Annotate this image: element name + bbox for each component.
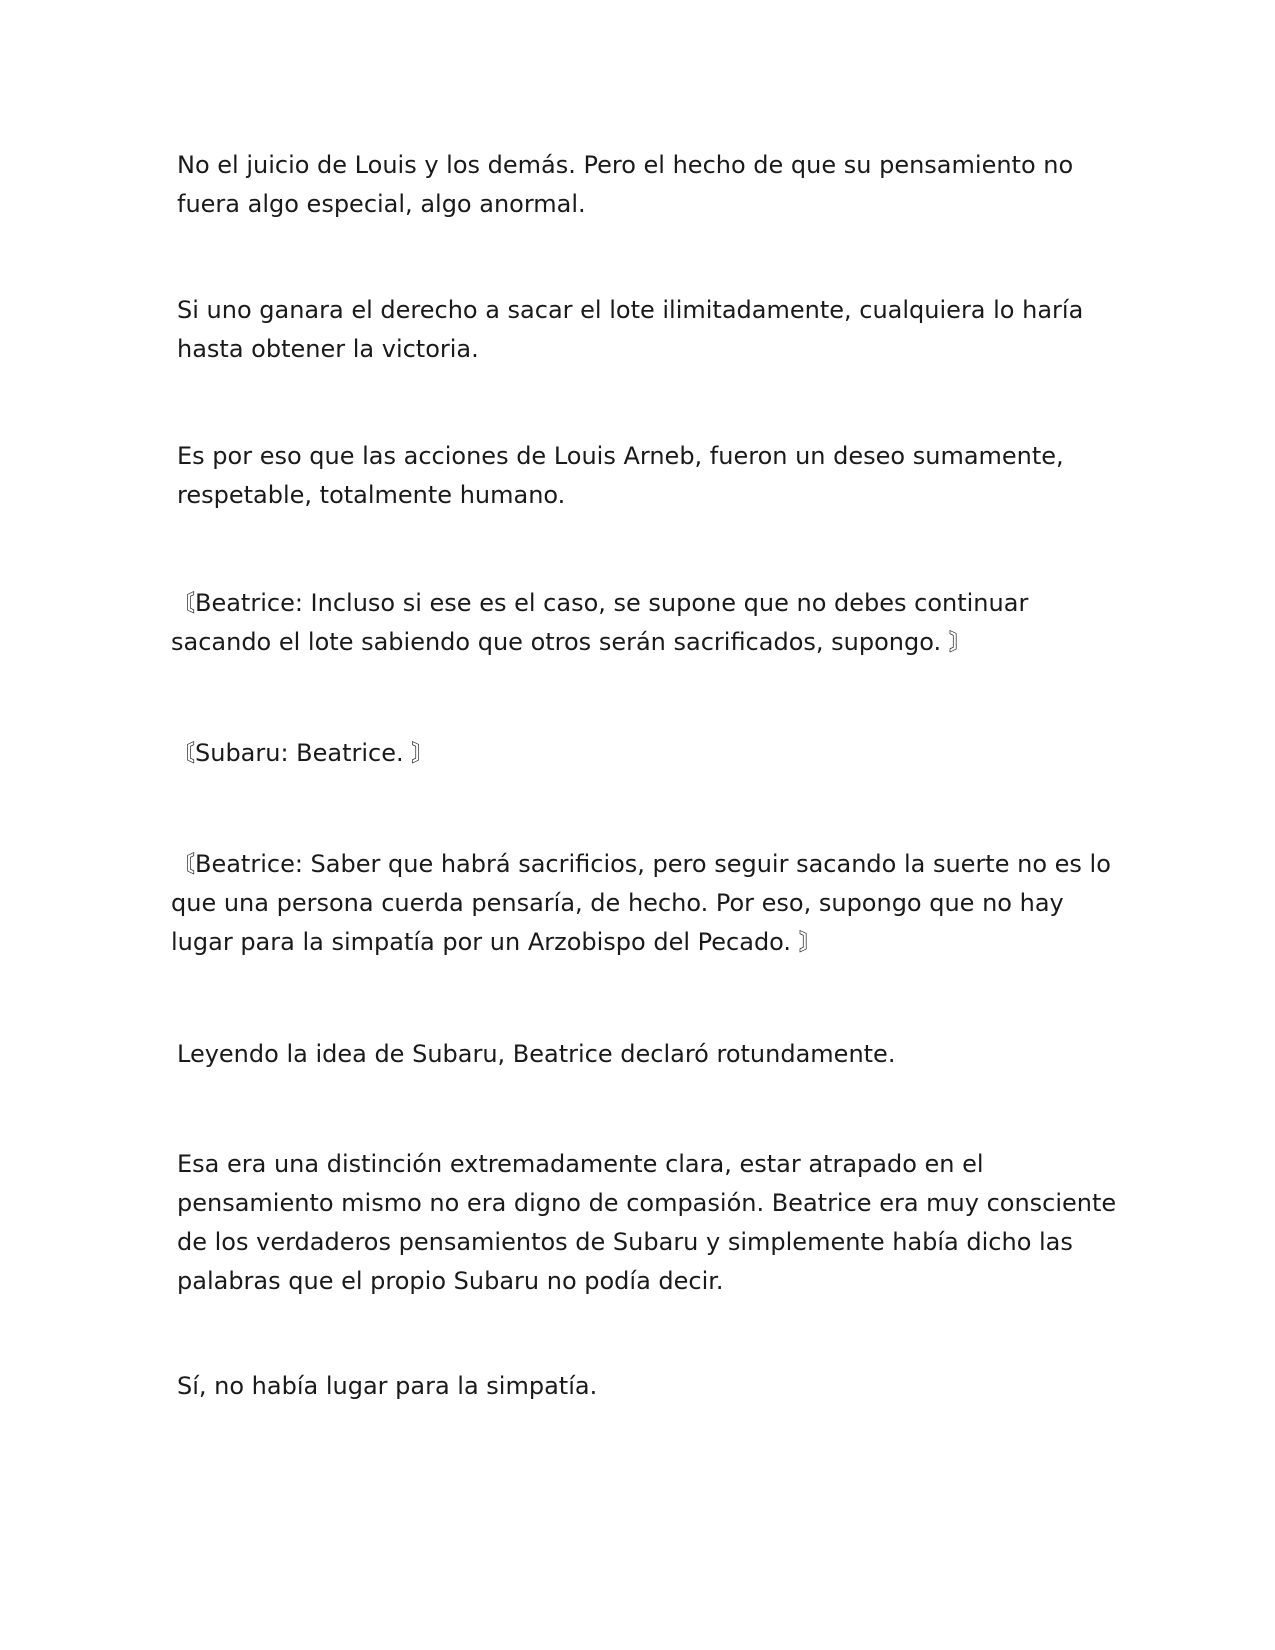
dialogue-beatrice-2: 〘Beatrice: Saber que habrá sacrificios, pero seguir sacando la suerte no es lo que una persona cuerda pensaría, de hecho. Por eso, supongo que no hay lugar para la simpatía por un Arzobispo del Pecado. 〙 [171,850,1111,956]
paragraph-1: No el juicio de Louis y los demás. Pero el hecho de que su pensamiento no fuera algo especial, algo anormal. [177,151,1074,218]
dialogue-subaru: 〘Subaru: Beatrice. 〙 [171,739,436,767]
dialogue-beatrice-1: 〘Beatrice: Incluso si ese es el caso, se supone que no debes continuar sacando el lote sabiendo que otros serán sacrificados, supongo. 〙 [171,589,1029,656]
paragraph-2: Si uno ganara el derecho a sacar el lote ilimitadamente, cualquiera lo haría hasta obtener la victoria. [177,296,1084,363]
paragraph-7: Leyendo la idea de Subaru, Beatrice declaró rotundamente. [177,1040,896,1068]
paragraph-8: Esa era una distinción extremadamente clara, estar atrapado en el pensamiento mismo no era digno de compasión. Beatrice era muy consciente de los verdaderos pensamientos de Subaru y simplemente había dicho las palabras que el propio Subaru no podía decir. [177,1150,1117,1295]
paragraph-3: Es por eso que las acciones de Louis Arneb, fueron un deseo sumamente, respetable, totalmente humano. [177,442,1064,509]
paragraph-9: Sí, no había lugar para la simpatía. [177,1372,598,1400]
